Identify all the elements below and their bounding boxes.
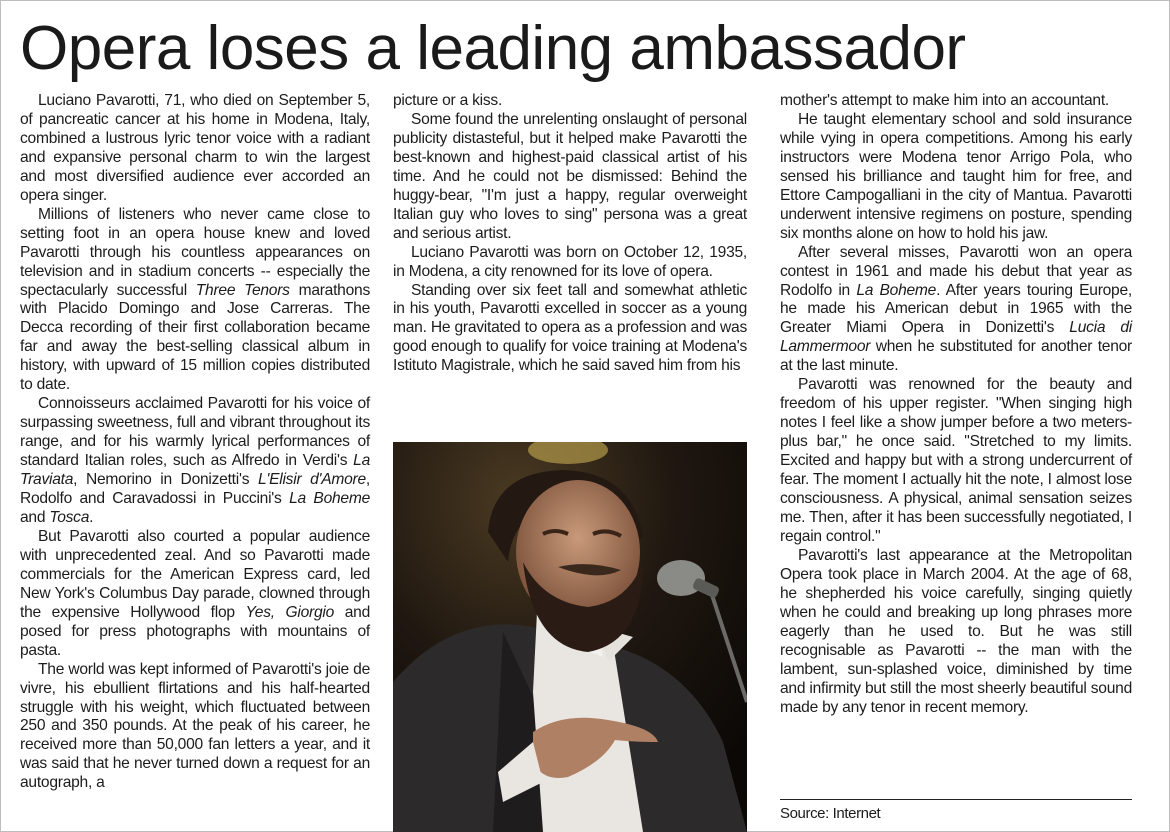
paragraph: mother's attempt to make him into an accountant. [780, 92, 1110, 109]
paragraph: Luciano Pavarotti was born on October 12, 1935, in Modena, a city renowned for its love of opera. [393, 243, 747, 280]
column-2 [393, 92, 747, 376]
source-credit: Source: Internet [780, 805, 881, 822]
paragraph: picture or a kiss. [393, 92, 503, 109]
singer-illustration [393, 442, 747, 832]
singer-photo [393, 442, 747, 832]
paragraph: After several misses, Pavarotti won an opera contest in 1961 and made his debut that year as Rodolfo in La Boheme. After years touring Europe, he made his American debut in 1965 with the Greater Miami Opera in Donizetti's Lucia di Lammermoor when he substituted for another tenor at the last minute. [780, 243, 1133, 375]
headline: Opera loses a leading ambassador [20, 14, 966, 83]
paragraph: The world was kept informed of Pavarotti's joie de vivre, his ebullient flirtations and his half-hearted struggle with his weight, which fluctuated between 250 and 350 pounds. At the peak of his career, he received more than 50,000 fan letters a year, and it was said that he never turned down a request for an autograph, a [20, 660, 370, 792]
column-1 [20, 92, 370, 793]
paragraph: But Pavarotti also courted a popular audience with unprecedented zeal. And so Pavarotti made commercials for the American Express card, led New York's Columbus Day parade, clowned through the expensive Hollywood flop Yes, Giorgio and posed for press photographs with mountains of pasta. [20, 527, 371, 659]
paragraph: Some found the unrelenting onslaught of personal publicity distasteful, but it helped make Pavarotti the best-known and highest-paid classical artist of his time. And he could not be dismissed: Behind the huggy-bear, "I'm just a happy, regular overweight Italian guy who loves to sing" persona was a great and serious artist. [393, 110, 747, 242]
paragraph: He taught elementary school and sold insurance while vying in opera competitions. Among his early instructors were Modena tenor Arrigo Pola, who sensed his brilliance and taught him for free, and Ettore Campogalliani in the city of Mantua. Pavarotti underwent intensive regimens on posture, spending six months alone on how to hold his jaw. [780, 110, 1132, 242]
divider [780, 799, 1132, 800]
paragraph: Pavarotti's last appearance at the Metropolitan Opera took place in March 2004. At the age of 68, he shepherded his voice carefully, singing quietly when he could and breaking up long phrases more eagerly than he used to. But he was still recognisable as Pavarotti -- the man with the lambent, sun-splashed voice, diminished by time and infirmity but still the most sheerly beautiful sound made by any tenor in recent memory. [780, 546, 1132, 716]
paragraph: Millions of listeners who never came close to setting foot in an opera house knew and loved Pavarotti through his countless appearances on television and in stadium concerts -- especially the spectacularly successful Three Tenors marathons with Placido Domingo and Jose Carreras. The Decca recording of their first collaboration became far and away the best-selling classical album in history, with upward of 15 million copies distributed to date. [20, 205, 370, 394]
paragraph: Luciano Pavarotti, 71, who died on September 5, of pancreatic cancer at his home in Modena, Italy, combined a lustrous lyric tenor voice with a radiant and expansive personal charm to win the largest and most diversified audience ever accorded an opera singer. [20, 92, 370, 204]
column-3 [780, 92, 1132, 717]
paragraph: Connoisseurs acclaimed Pavarotti for his voice of surpassing sweetness, full and vibrant throughout its range, and for his warmly lyrical performances of standard Italian roles, such as Alfredo in Verdi's La Traviata, Nemorino in Donizetti's L'Elisir d'Amore, Rodolfo and Caravadossi in Puccini's La Boheme and Tosca. [20, 395, 370, 526]
paragraph: Standing over six feet tall and somewhat athletic in his youth, Pavarotti excelled in soccer as a young man. He gravitated to opera as a profession and was good enough to qualify for voice training at Modena's Istituto Magistrale, which he said saved him from his [393, 281, 747, 375]
paragraph: Pavarotti was renowned for the beauty and freedom of his upper register. "When singing high notes I feel like a show jumper before a two meters-plus bar," he once said. "Stretched to my limits. Excited and happy but with a strong undercurrent of fear. The moment I actually hit the note, I almost lose consciousness. A physical, animal sensation seizes me. Then, after it has been successfully negotiated, I regain control." [780, 376, 1132, 545]
